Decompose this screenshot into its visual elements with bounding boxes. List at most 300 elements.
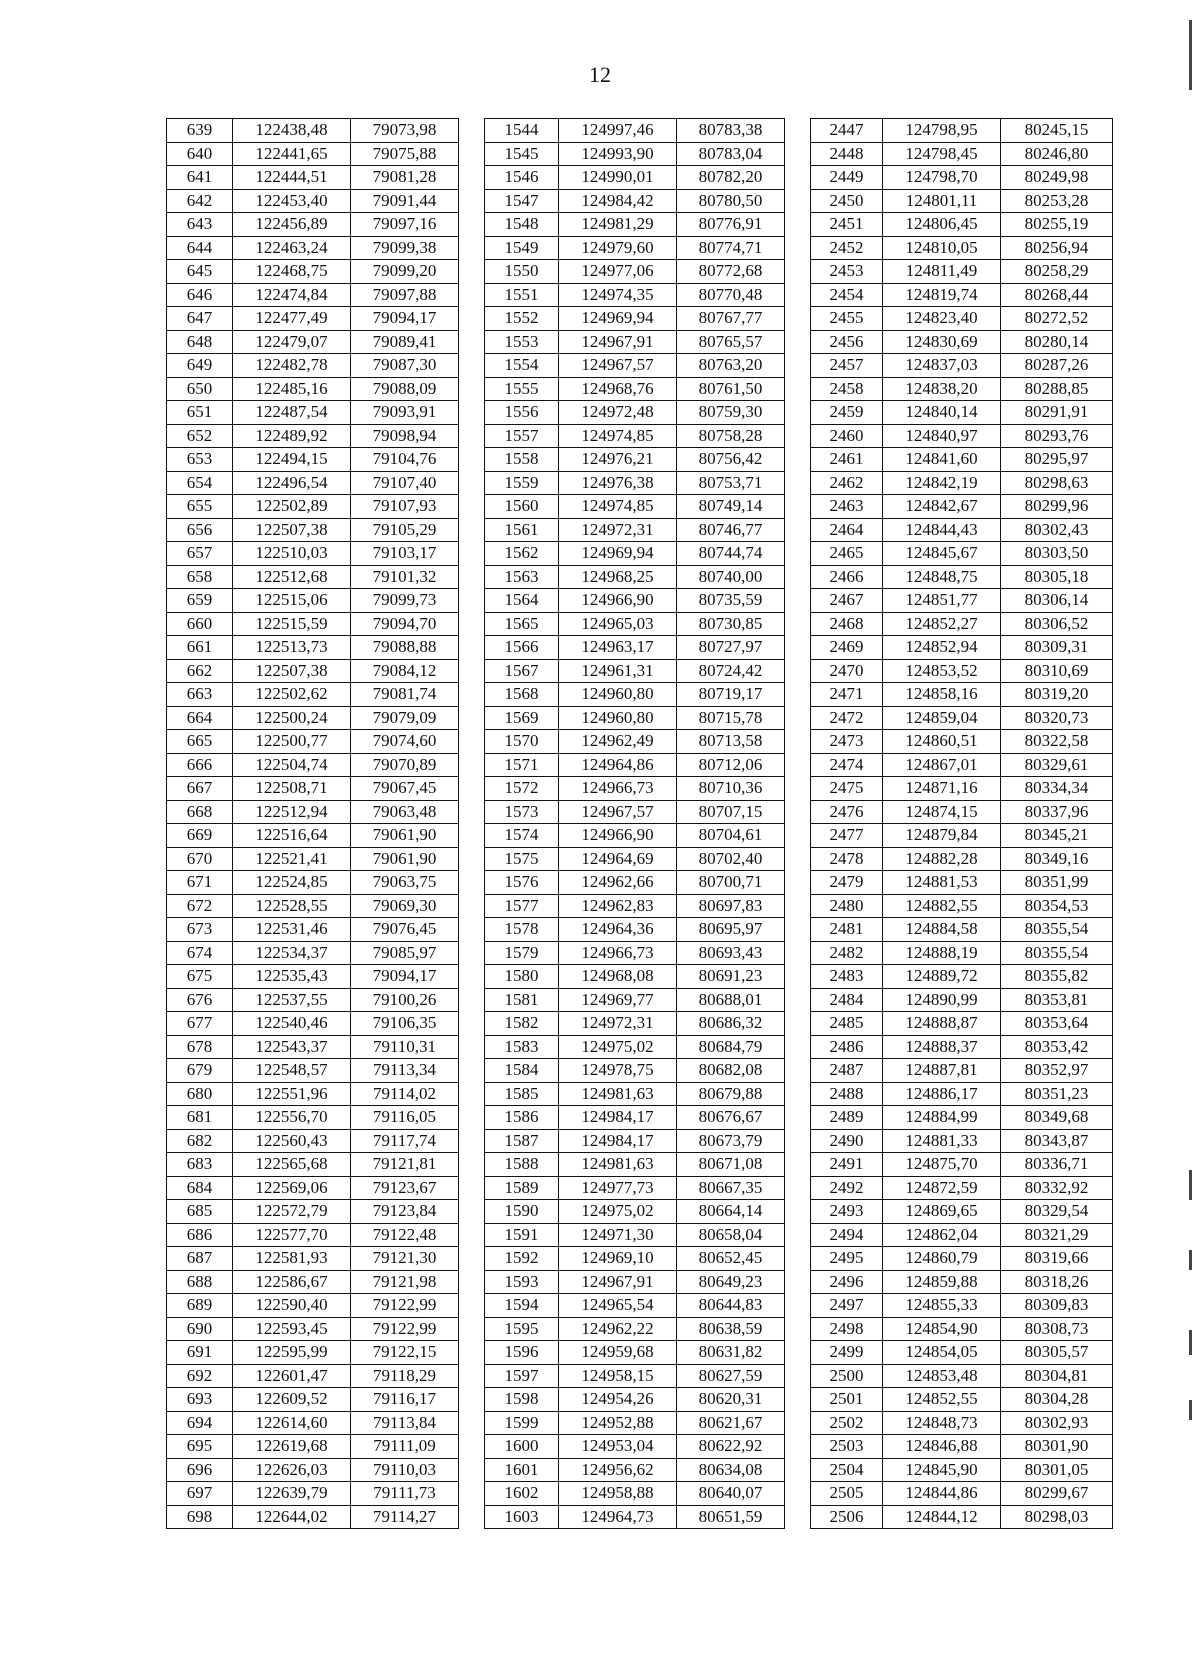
y-coordinate-cell: 80719,17 — [677, 683, 785, 707]
y-coordinate-cell: 80676,67 — [677, 1106, 785, 1130]
y-coordinate-cell: 79087,30 — [351, 354, 459, 378]
column-separator — [459, 777, 485, 801]
table-row — [167, 542, 1113, 566]
column-separator — [459, 119, 485, 143]
table-row — [167, 1270, 1113, 1294]
point-number-cell: 688 — [167, 1270, 233, 1294]
x-coordinate-cell: 124844,12 — [883, 1505, 1001, 1529]
point-number-cell: 2491 — [811, 1153, 883, 1177]
table-row — [167, 706, 1113, 730]
point-number-cell: 2469 — [811, 636, 883, 660]
x-coordinate-cell: 122593,45 — [233, 1317, 351, 1341]
y-coordinate-cell: 79081,28 — [351, 166, 459, 190]
point-number-cell: 2451 — [811, 213, 883, 237]
column-separator — [459, 683, 485, 707]
column-separator — [459, 471, 485, 495]
y-coordinate-cell: 79110,03 — [351, 1458, 459, 1482]
column-separator — [459, 753, 485, 777]
column-separator — [785, 283, 811, 307]
x-coordinate-cell: 124845,90 — [883, 1458, 1001, 1482]
x-coordinate-cell: 124860,79 — [883, 1247, 1001, 1271]
column-separator — [785, 965, 811, 989]
column-separator — [459, 730, 485, 754]
y-coordinate-cell: 79111,73 — [351, 1482, 459, 1506]
point-number-cell: 690 — [167, 1317, 233, 1341]
point-number-cell: 2455 — [811, 307, 883, 331]
point-number-cell: 1596 — [485, 1341, 559, 1365]
x-coordinate-cell: 124972,48 — [559, 401, 677, 425]
point-number-cell: 1588 — [485, 1153, 559, 1177]
y-coordinate-cell: 80354,53 — [1001, 894, 1113, 918]
y-coordinate-cell: 80272,52 — [1001, 307, 1113, 331]
column-separator — [459, 1482, 485, 1506]
x-coordinate-cell: 122507,38 — [233, 518, 351, 542]
y-coordinate-cell: 80253,28 — [1001, 189, 1113, 213]
y-coordinate-cell: 80693,43 — [677, 941, 785, 965]
y-coordinate-cell: 79084,12 — [351, 659, 459, 683]
y-coordinate-cell: 79061,90 — [351, 847, 459, 871]
point-number-cell: 1562 — [485, 542, 559, 566]
y-coordinate-cell: 79122,99 — [351, 1317, 459, 1341]
column-separator — [785, 542, 811, 566]
point-number-cell: 658 — [167, 565, 233, 589]
x-coordinate-cell: 124974,35 — [559, 283, 677, 307]
column-separator — [459, 1176, 485, 1200]
y-coordinate-cell: 80735,59 — [677, 589, 785, 613]
y-coordinate-cell: 80322,58 — [1001, 730, 1113, 754]
y-coordinate-cell: 80249,98 — [1001, 166, 1113, 190]
x-coordinate-cell: 122485,16 — [233, 377, 351, 401]
table-row — [167, 565, 1113, 589]
x-coordinate-cell: 124962,49 — [559, 730, 677, 754]
table-row — [167, 894, 1113, 918]
column-separator — [459, 1341, 485, 1365]
x-coordinate-cell: 124848,75 — [883, 565, 1001, 589]
y-coordinate-cell: 80309,83 — [1001, 1294, 1113, 1318]
y-coordinate-cell: 80343,87 — [1001, 1129, 1113, 1153]
x-coordinate-cell: 122479,07 — [233, 330, 351, 354]
column-separator — [459, 1223, 485, 1247]
point-number-cell: 652 — [167, 424, 233, 448]
point-number-cell: 1548 — [485, 213, 559, 237]
point-number-cell: 1560 — [485, 495, 559, 519]
point-number-cell: 2467 — [811, 589, 883, 613]
point-number-cell: 1558 — [485, 448, 559, 472]
point-number-cell: 1555 — [485, 377, 559, 401]
x-coordinate-cell: 124851,77 — [883, 589, 1001, 613]
point-number-cell: 2470 — [811, 659, 883, 683]
y-coordinate-cell: 80783,38 — [677, 119, 785, 143]
x-coordinate-cell: 124854,90 — [883, 1317, 1001, 1341]
x-coordinate-cell: 124838,20 — [883, 377, 1001, 401]
y-coordinate-cell: 80691,23 — [677, 965, 785, 989]
x-coordinate-cell: 124974,85 — [559, 495, 677, 519]
y-coordinate-cell: 80321,29 — [1001, 1223, 1113, 1247]
point-number-cell: 1595 — [485, 1317, 559, 1341]
column-separator — [785, 1505, 811, 1529]
point-number-cell: 1544 — [485, 119, 559, 143]
x-coordinate-cell: 124801,11 — [883, 189, 1001, 213]
point-number-cell: 2473 — [811, 730, 883, 754]
x-coordinate-cell: 124967,91 — [559, 330, 677, 354]
x-coordinate-cell: 124966,90 — [559, 589, 677, 613]
y-coordinate-cell: 79121,30 — [351, 1247, 459, 1271]
point-number-cell: 675 — [167, 965, 233, 989]
x-coordinate-cell: 124993,90 — [559, 142, 677, 166]
y-coordinate-cell: 79104,76 — [351, 448, 459, 472]
y-coordinate-cell: 80288,85 — [1001, 377, 1113, 401]
x-coordinate-cell: 124969,10 — [559, 1247, 677, 1271]
x-coordinate-cell: 122581,93 — [233, 1247, 351, 1271]
column-separator — [459, 894, 485, 918]
x-coordinate-cell: 124966,90 — [559, 824, 677, 848]
column-separator — [459, 377, 485, 401]
x-coordinate-cell: 122521,41 — [233, 847, 351, 871]
y-coordinate-cell: 80770,48 — [677, 283, 785, 307]
column-separator — [459, 495, 485, 519]
y-coordinate-cell: 79081,74 — [351, 683, 459, 707]
table-row — [167, 1082, 1113, 1106]
column-separator — [459, 354, 485, 378]
x-coordinate-cell: 122489,92 — [233, 424, 351, 448]
x-coordinate-cell: 124871,16 — [883, 777, 1001, 801]
x-coordinate-cell: 122456,89 — [233, 213, 351, 237]
y-coordinate-cell: 80753,71 — [677, 471, 785, 495]
point-number-cell: 653 — [167, 448, 233, 472]
table-row — [167, 988, 1113, 1012]
x-coordinate-cell: 124962,22 — [559, 1317, 677, 1341]
point-number-cell: 678 — [167, 1035, 233, 1059]
y-coordinate-cell: 80704,61 — [677, 824, 785, 848]
x-coordinate-cell: 124974,85 — [559, 424, 677, 448]
y-coordinate-cell: 80649,23 — [677, 1270, 785, 1294]
column-separator — [785, 1153, 811, 1177]
x-coordinate-cell: 122601,47 — [233, 1364, 351, 1388]
y-coordinate-cell: 80621,67 — [677, 1411, 785, 1435]
y-coordinate-cell: 80620,31 — [677, 1388, 785, 1412]
table-row — [167, 213, 1113, 237]
x-coordinate-cell: 122560,43 — [233, 1129, 351, 1153]
table-row — [167, 683, 1113, 707]
x-coordinate-cell: 124969,77 — [559, 988, 677, 1012]
x-coordinate-cell: 122534,37 — [233, 941, 351, 965]
y-coordinate-cell: 80774,71 — [677, 236, 785, 260]
y-coordinate-cell: 80707,15 — [677, 800, 785, 824]
column-separator — [785, 1247, 811, 1271]
y-coordinate-cell: 80740,00 — [677, 565, 785, 589]
x-coordinate-cell: 122444,51 — [233, 166, 351, 190]
point-number-cell: 2481 — [811, 918, 883, 942]
point-number-cell: 1593 — [485, 1270, 559, 1294]
column-separator — [459, 636, 485, 660]
column-separator — [459, 589, 485, 613]
point-number-cell: 643 — [167, 213, 233, 237]
table-row — [167, 800, 1113, 824]
point-number-cell: 691 — [167, 1341, 233, 1365]
y-coordinate-cell: 79106,35 — [351, 1012, 459, 1036]
table-row — [167, 1482, 1113, 1506]
point-number-cell: 657 — [167, 542, 233, 566]
point-number-cell: 2449 — [811, 166, 883, 190]
column-separator — [459, 1435, 485, 1459]
point-number-cell: 1586 — [485, 1106, 559, 1130]
table-row — [167, 589, 1113, 613]
point-number-cell: 2495 — [811, 1247, 883, 1271]
point-number-cell: 1557 — [485, 424, 559, 448]
y-coordinate-cell: 80349,68 — [1001, 1106, 1113, 1130]
column-separator — [785, 1200, 811, 1224]
table-row — [167, 1341, 1113, 1365]
point-number-cell: 1561 — [485, 518, 559, 542]
column-separator — [459, 542, 485, 566]
x-coordinate-cell: 124886,17 — [883, 1082, 1001, 1106]
y-coordinate-cell: 80652,45 — [677, 1247, 785, 1271]
y-coordinate-cell: 79118,29 — [351, 1364, 459, 1388]
y-coordinate-cell: 80309,31 — [1001, 636, 1113, 660]
point-number-cell: 651 — [167, 401, 233, 425]
column-separator — [459, 1294, 485, 1318]
y-coordinate-cell: 80280,14 — [1001, 330, 1113, 354]
table-row — [167, 1317, 1113, 1341]
y-coordinate-cell: 79110,31 — [351, 1035, 459, 1059]
x-coordinate-cell: 124952,88 — [559, 1411, 677, 1435]
column-separator — [459, 800, 485, 824]
column-separator — [785, 1129, 811, 1153]
column-separator — [785, 1223, 811, 1247]
column-separator — [459, 1247, 485, 1271]
column-separator — [785, 471, 811, 495]
x-coordinate-cell: 124882,28 — [883, 847, 1001, 871]
point-number-cell: 2463 — [811, 495, 883, 519]
x-coordinate-cell: 122535,43 — [233, 965, 351, 989]
table-row — [167, 612, 1113, 636]
point-number-cell: 2504 — [811, 1458, 883, 1482]
point-number-cell: 1589 — [485, 1176, 559, 1200]
y-coordinate-cell: 79099,38 — [351, 236, 459, 260]
column-separator — [459, 565, 485, 589]
x-coordinate-cell: 124953,04 — [559, 1435, 677, 1459]
x-coordinate-cell: 122548,57 — [233, 1059, 351, 1083]
x-coordinate-cell: 124966,73 — [559, 941, 677, 965]
column-separator — [459, 401, 485, 425]
point-number-cell: 680 — [167, 1082, 233, 1106]
x-coordinate-cell: 124819,74 — [883, 283, 1001, 307]
y-coordinate-cell: 79122,15 — [351, 1341, 459, 1365]
column-separator — [459, 518, 485, 542]
table-row — [167, 1435, 1113, 1459]
y-coordinate-cell: 80631,82 — [677, 1341, 785, 1365]
y-coordinate-cell: 80349,16 — [1001, 847, 1113, 871]
table-row — [167, 659, 1113, 683]
y-coordinate-cell: 79073,98 — [351, 119, 459, 143]
column-separator — [785, 424, 811, 448]
column-separator — [785, 142, 811, 166]
table-row — [167, 1411, 1113, 1435]
point-number-cell: 1597 — [485, 1364, 559, 1388]
point-number-cell: 2478 — [811, 847, 883, 871]
point-number-cell: 2497 — [811, 1294, 883, 1318]
y-coordinate-cell: 80679,88 — [677, 1082, 785, 1106]
column-separator — [785, 1294, 811, 1318]
column-separator — [785, 236, 811, 260]
column-separator — [785, 871, 811, 895]
y-coordinate-cell: 80310,69 — [1001, 659, 1113, 683]
x-coordinate-cell: 124997,46 — [559, 119, 677, 143]
column-separator — [459, 1200, 485, 1224]
y-coordinate-cell: 79093,91 — [351, 401, 459, 425]
point-number-cell: 2452 — [811, 236, 883, 260]
column-separator — [459, 1059, 485, 1083]
table-row — [167, 166, 1113, 190]
x-coordinate-cell: 124837,03 — [883, 354, 1001, 378]
column-separator — [459, 1153, 485, 1177]
table-row — [167, 260, 1113, 284]
table-row — [167, 142, 1113, 166]
column-separator — [459, 1082, 485, 1106]
column-separator — [785, 119, 811, 143]
table-row — [167, 1364, 1113, 1388]
x-coordinate-cell: 124859,04 — [883, 706, 1001, 730]
x-coordinate-cell: 122540,46 — [233, 1012, 351, 1036]
point-number-cell: 659 — [167, 589, 233, 613]
point-number-cell: 1554 — [485, 354, 559, 378]
column-separator — [785, 1035, 811, 1059]
point-number-cell: 2488 — [811, 1082, 883, 1106]
x-coordinate-cell: 124806,45 — [883, 213, 1001, 237]
column-separator — [785, 354, 811, 378]
x-coordinate-cell: 124961,31 — [559, 659, 677, 683]
column-separator — [785, 518, 811, 542]
column-separator — [785, 894, 811, 918]
x-coordinate-cell: 124964,36 — [559, 918, 677, 942]
x-coordinate-cell: 124976,21 — [559, 448, 677, 472]
y-coordinate-cell: 79074,60 — [351, 730, 459, 754]
column-separator — [785, 495, 811, 519]
column-separator — [459, 1035, 485, 1059]
point-number-cell: 1551 — [485, 283, 559, 307]
x-coordinate-cell: 124965,54 — [559, 1294, 677, 1318]
point-number-cell: 2477 — [811, 824, 883, 848]
x-coordinate-cell: 124959,68 — [559, 1341, 677, 1365]
column-separator — [459, 941, 485, 965]
point-number-cell: 1571 — [485, 753, 559, 777]
column-separator — [785, 941, 811, 965]
x-coordinate-cell: 124888,19 — [883, 941, 1001, 965]
x-coordinate-cell: 122577,70 — [233, 1223, 351, 1247]
x-coordinate-cell: 124972,31 — [559, 518, 677, 542]
point-number-cell: 1601 — [485, 1458, 559, 1482]
y-coordinate-cell: 80355,54 — [1001, 918, 1113, 942]
point-number-cell: 646 — [167, 283, 233, 307]
y-coordinate-cell: 80291,91 — [1001, 401, 1113, 425]
x-coordinate-cell: 124960,80 — [559, 706, 677, 730]
point-number-cell: 1565 — [485, 612, 559, 636]
column-separator — [785, 683, 811, 707]
column-separator — [459, 166, 485, 190]
point-number-cell: 2485 — [811, 1012, 883, 1036]
point-number-cell: 687 — [167, 1247, 233, 1271]
column-separator — [785, 1106, 811, 1130]
x-coordinate-cell: 124841,60 — [883, 448, 1001, 472]
y-coordinate-cell: 79103,17 — [351, 542, 459, 566]
x-coordinate-cell: 124854,05 — [883, 1341, 1001, 1365]
point-number-cell: 2466 — [811, 565, 883, 589]
column-separator — [785, 307, 811, 331]
x-coordinate-cell: 122565,68 — [233, 1153, 351, 1177]
y-coordinate-cell: 79114,02 — [351, 1082, 459, 1106]
y-coordinate-cell: 79113,34 — [351, 1059, 459, 1083]
y-coordinate-cell: 80684,79 — [677, 1035, 785, 1059]
table-row — [167, 354, 1113, 378]
point-number-cell: 1549 — [485, 236, 559, 260]
y-coordinate-cell: 80299,96 — [1001, 495, 1113, 519]
table-row — [167, 824, 1113, 848]
x-coordinate-cell: 124984,17 — [559, 1129, 677, 1153]
x-coordinate-cell: 124882,55 — [883, 894, 1001, 918]
point-number-cell: 683 — [167, 1153, 233, 1177]
table-row — [167, 236, 1113, 260]
y-coordinate-cell: 80664,14 — [677, 1200, 785, 1224]
point-number-cell: 1594 — [485, 1294, 559, 1318]
x-coordinate-cell: 124872,59 — [883, 1176, 1001, 1200]
column-separator — [785, 401, 811, 425]
x-coordinate-cell: 124888,87 — [883, 1012, 1001, 1036]
x-coordinate-cell: 124977,06 — [559, 260, 677, 284]
x-coordinate-cell: 124848,73 — [883, 1411, 1001, 1435]
column-separator — [785, 377, 811, 401]
column-separator — [785, 918, 811, 942]
x-coordinate-cell: 122531,46 — [233, 918, 351, 942]
x-coordinate-cell: 122494,15 — [233, 448, 351, 472]
x-coordinate-cell: 124852,27 — [883, 612, 1001, 636]
y-coordinate-cell: 79076,45 — [351, 918, 459, 942]
point-number-cell: 673 — [167, 918, 233, 942]
column-separator — [459, 142, 485, 166]
table-row — [167, 1388, 1113, 1412]
point-number-cell: 661 — [167, 636, 233, 660]
column-separator — [785, 189, 811, 213]
point-number-cell: 674 — [167, 941, 233, 965]
point-number-cell: 1572 — [485, 777, 559, 801]
y-coordinate-cell: 80295,97 — [1001, 448, 1113, 472]
y-coordinate-cell: 80305,18 — [1001, 565, 1113, 589]
y-coordinate-cell: 80255,19 — [1001, 213, 1113, 237]
x-coordinate-cell: 124862,04 — [883, 1223, 1001, 1247]
point-number-cell: 640 — [167, 142, 233, 166]
y-coordinate-cell: 80640,07 — [677, 1482, 785, 1506]
point-number-cell: 644 — [167, 236, 233, 260]
column-separator — [459, 965, 485, 989]
x-coordinate-cell: 124860,51 — [883, 730, 1001, 754]
y-coordinate-cell: 80702,40 — [677, 847, 785, 871]
column-separator — [459, 1317, 485, 1341]
x-coordinate-cell: 122512,68 — [233, 565, 351, 589]
point-number-cell: 1568 — [485, 683, 559, 707]
point-number-cell: 656 — [167, 518, 233, 542]
y-coordinate-cell: 79105,29 — [351, 518, 459, 542]
x-coordinate-cell: 124964,69 — [559, 847, 677, 871]
x-coordinate-cell: 122477,49 — [233, 307, 351, 331]
x-coordinate-cell: 124853,48 — [883, 1364, 1001, 1388]
table-row — [167, 777, 1113, 801]
y-coordinate-cell: 80332,92 — [1001, 1176, 1113, 1200]
y-coordinate-cell: 80318,26 — [1001, 1270, 1113, 1294]
point-number-cell: 1573 — [485, 800, 559, 824]
y-coordinate-cell: 80355,54 — [1001, 941, 1113, 965]
column-separator — [459, 330, 485, 354]
column-separator — [459, 260, 485, 284]
y-coordinate-cell: 79089,41 — [351, 330, 459, 354]
